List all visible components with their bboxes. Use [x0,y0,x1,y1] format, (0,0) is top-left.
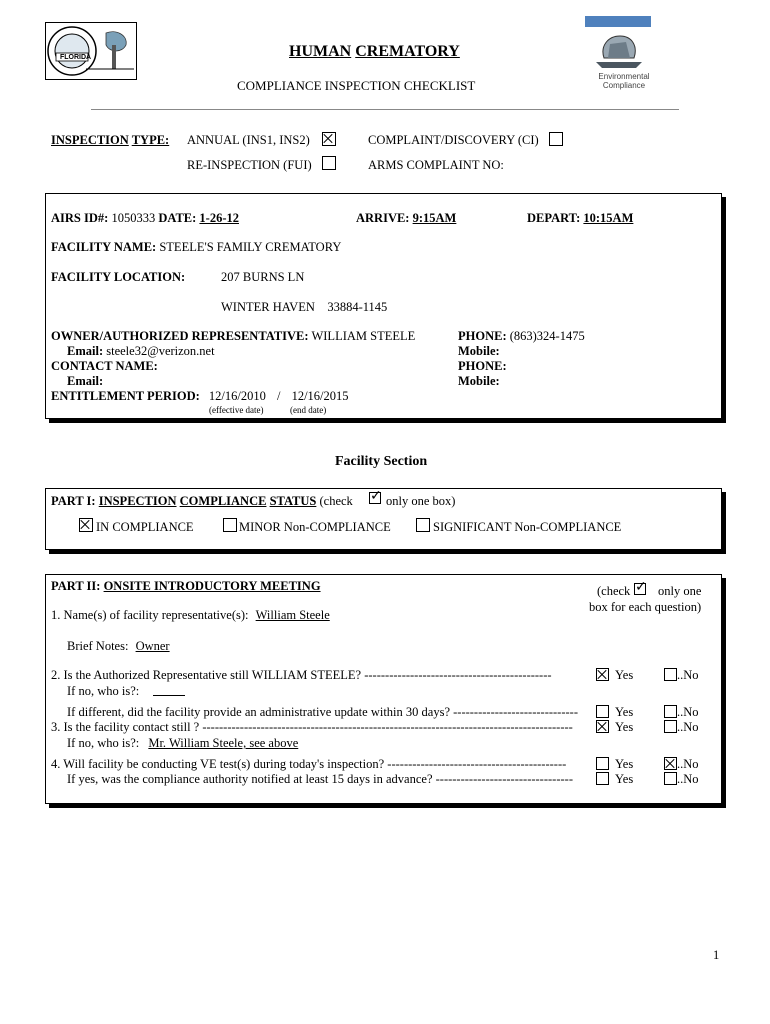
q2b-yes-checkbox[interactable] [596,705,609,718]
page-subtitle: COMPLIANCE INSPECTION CHECKLIST [237,78,476,93]
q2-sub-blank[interactable] [153,695,185,696]
q3-yes-label: Yes [615,720,634,734]
q2b-no-checkbox[interactable] [664,705,677,718]
inspection-label-w1: INSPECTION [51,133,129,147]
q2b-yes-label: Yes [615,705,634,719]
q4b-yes-checkbox[interactable] [596,772,609,785]
depart-value: 10:15AM [583,211,634,225]
owner-value: WILLIAM STEELE [311,329,416,343]
significant-noncompliance-checkbox[interactable] [416,518,430,532]
q3-no-checkbox[interactable] [664,720,677,733]
brief-notes-row [67,639,170,654]
contact-email-label: Email: [67,374,104,388]
q4-yes-checkbox[interactable] [596,757,609,770]
minor-noncompliance-label: MINOR Non-COMPLIANCE [239,520,391,534]
entitlement-label: ENTITLEMENT PERIOD: [51,389,200,403]
q4-no-label: ..No [677,757,699,771]
email-value: steele32@verizon.net [106,344,215,358]
entitlement-row [51,389,349,404]
header-divider [91,109,679,110]
address-line1: 207 BURNS LN [221,270,305,284]
phone-label: PHONE: [458,329,507,343]
q2-no-label: ..No [677,668,699,682]
airs-value: 1050333 [111,211,156,225]
facility-name-row [51,240,341,255]
airs-row [51,211,239,226]
q1-answer: William Steele [255,608,330,622]
email-row [67,344,215,359]
end-date-caption: (end date) [290,405,327,415]
logo-right-line2: Compliance [602,81,646,90]
contact-phone-label: PHONE: [458,359,507,373]
environmental-compliance-logo [586,16,651,91]
q2-no-checkbox[interactable] [664,668,677,681]
part2-heading-text: ONSITE INTRODUCTORY MEETING [103,579,321,593]
in-compliance-label: IN COMPLIANCE [96,520,194,534]
page-number: 1 [713,948,720,962]
page-title [289,43,460,61]
annual-checkbox[interactable] [322,132,336,146]
phone-value: (863)324-1475 [509,329,585,343]
facility-name-label: FACILITY NAME: [51,240,157,254]
arrive-row [356,211,456,226]
contact-name-label: CONTACT NAME: [51,359,158,373]
q3-no-label: ..No [677,720,699,734]
q1-row [51,608,330,623]
arrive-label: ARRIVE: [356,211,410,225]
date-label: DATE: [158,211,197,225]
part1-heading-w3: STATUS [269,494,317,508]
owner-row [51,329,415,344]
email-label: Email: [67,344,104,358]
entitlement-end: 12/16/2015 [291,389,349,403]
q2b-no-label: ..No [677,705,699,719]
q2b-text: If different, did the facility provide an administrative update within 30 days? ------------------------------ [67,705,578,719]
part2-check-post: only one [658,584,702,598]
part1-check-post: only one box) [386,494,456,508]
part1-heading-w1: INSPECTION [98,494,177,508]
entitlement-start: 12/16/2010 [208,389,266,403]
facility-section-title: Facility Section [335,454,428,469]
depart-row [527,211,633,226]
part2-check-icon [634,583,646,595]
arms-complaint-label: ARMS COMPLAINT NO: [368,158,504,172]
part1-heading [51,494,353,509]
q3-yes-checkbox[interactable] [596,720,609,733]
brief-notes-value: Owner [135,639,170,653]
q4-text: 4. Will facility be conducting VE test(s) during today's inspection? ------------------------------------------- [51,757,567,771]
contact-mobile-label: Mobile: [458,374,500,388]
date-value: 1-26-12 [199,211,239,225]
q2-text: 2. Is the Authorized Representative still WILLIAM STEELE? --------------------------------------------- [51,668,552,682]
q3-sub-label: If no, who is?: [67,736,140,750]
owner-label: OWNER/AUTHORIZED REPRESENTATIVE: [51,329,309,343]
part1-heading-w2: COMPLIANCE [179,494,267,508]
q1-text: 1. Name(s) of facility representative(s): [51,608,249,622]
q2-yes-label: Yes [615,668,634,682]
phone-row [458,329,585,344]
complaint-checkbox[interactable] [549,132,563,146]
q2-sub-label: If no, who is?: [67,684,140,698]
q4b-yes-label: Yes [615,772,634,786]
title-part1: HUMAN [289,43,352,60]
address-line2: WINTER HAVEN 33884-1145 [221,300,388,314]
q3-text: 3. Is the facility contact still ? ----------------------------------------------------------------------------------------- [51,720,573,734]
minor-noncompliance-checkbox[interactable] [223,518,237,532]
q3-answer: Mr. William Steele, see above [148,736,299,750]
part2-check-pre: (check [597,584,631,598]
effective-date-caption: (effective date) [209,405,264,415]
complaint-label: COMPLAINT/DISCOVERY (CI) [368,133,539,147]
logo-right-caption [594,72,654,90]
in-compliance-checkbox[interactable] [79,518,93,532]
airs-label: AIRS ID#: [51,211,109,225]
arrive-value: 9:15AM [412,211,457,225]
reinspection-label: RE-INSPECTION (FUI) [187,158,312,172]
part1-label: PART I: [51,494,96,508]
brief-notes-label: Brief Notes: [67,639,129,653]
annual-label: ANNUAL (INS1, INS2) [187,133,310,147]
logo-right-line1: Environmental [598,72,650,81]
part2-check-line2: box for each question) [589,600,702,614]
q4-no-checkbox[interactable] [664,757,677,770]
q4-yes-label: Yes [615,757,634,771]
depart-label: DEPART: [527,211,581,225]
part1-check-pre: (check [319,494,353,508]
reinspection-checkbox[interactable] [322,156,336,170]
facility-name-value: STEELE'S FAMILY CREMATORY [159,240,342,254]
title-part2: CREMATORY [355,43,460,60]
inspection-type-label [51,133,169,148]
logo-left-text: FLORIDA [60,54,92,61]
q4b-no-checkbox[interactable] [664,772,677,785]
q4b-text: If yes, was the compliance authority notified at least 15 days in advance? --------------------------------- [67,772,573,786]
florida-dep-logo [45,22,137,80]
part2-label: PART II: [51,579,101,593]
significant-noncompliance-label: SIGNIFICANT Non-COMPLIANCE [433,520,622,534]
entitlement-sep: / [276,389,281,403]
part2-heading [51,579,321,594]
check-instruction-icon [369,492,381,504]
q4b-no-label: ..No [677,772,699,786]
facility-location-label: FACILITY LOCATION: [51,270,186,284]
q3-sub-row [67,736,298,751]
q2-yes-checkbox[interactable] [596,668,609,681]
inspection-label-w2: TYPE: [131,133,170,147]
mobile-label: Mobile: [458,344,500,358]
